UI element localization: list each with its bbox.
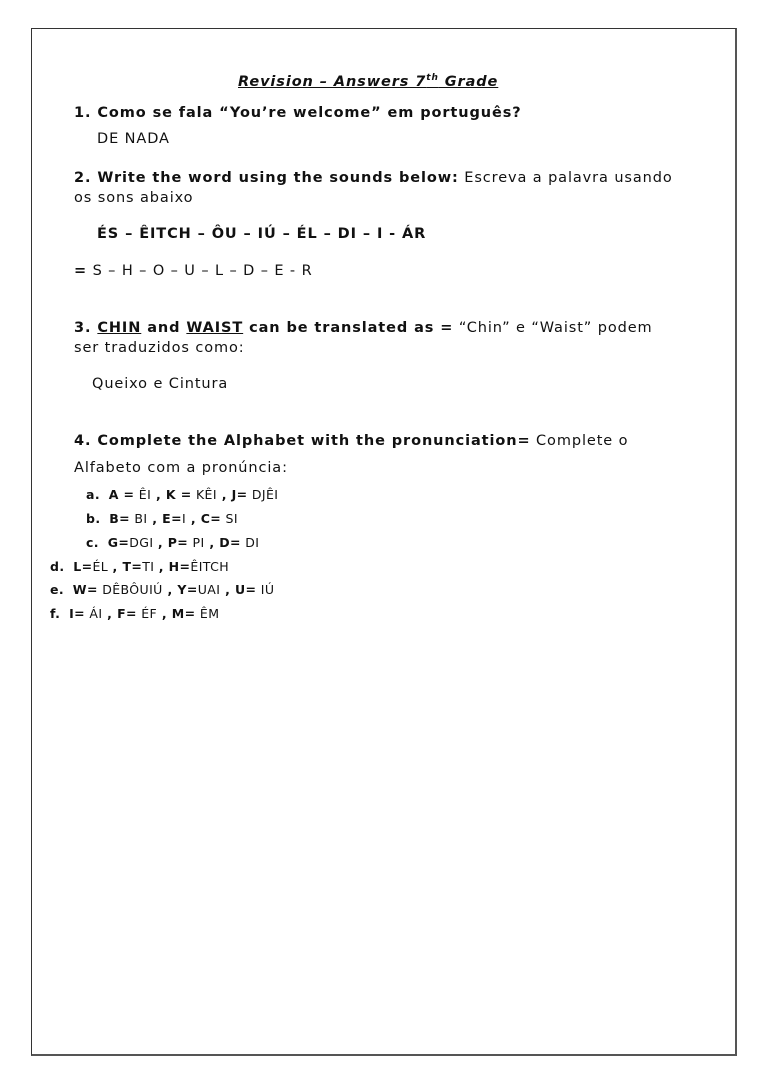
answer-3: Queixo e Cintura [92, 376, 229, 392]
page-title: Revision – Answers 7th Grade [238, 73, 499, 90]
list-item: f. I= ÁI , F= ÉF , M= ÊM [50, 606, 220, 621]
question-4-line2: Alfabeto com a pronúncia: [74, 460, 288, 476]
question-2: 2. Write the word using the sounds below: Escreva a palavra usando [74, 170, 673, 186]
question-2-line2: os sons abaixo [74, 190, 194, 206]
answer-1: DE NADA [97, 131, 170, 147]
question-3: 3. CHIN and WAIST can be translated as = “Chin” e “Waist” podem [74, 320, 653, 336]
list-item: c. G=DGI , P= PI , D= DI [86, 535, 260, 550]
list-item: a. A = ÊI , K = KÊI , J= DJÊI [86, 487, 279, 502]
list-item: e. W= DÊBÔUIÚ , Y=UAI , U= IÚ [50, 582, 275, 597]
question-4: 4. Complete the Alphabet with the pronunciation= Complete o [74, 433, 629, 449]
question-1: 1. Como se fala “You’re welcome” em português? [74, 105, 522, 121]
sounds-sequence: ÉS – ÊITCH – ÔU – IÚ – ÉL – DI – I - ÁR [97, 226, 427, 242]
question-3-line2: ser traduzidos como: [74, 340, 245, 356]
list-item: b. B= BI , E=I , C= SI [86, 511, 238, 526]
answer-2: = S – H – O – U – L – D – E - R [74, 263, 313, 279]
list-item: d. L=ÉL , T=TI , H=ÊITCH [50, 559, 230, 574]
